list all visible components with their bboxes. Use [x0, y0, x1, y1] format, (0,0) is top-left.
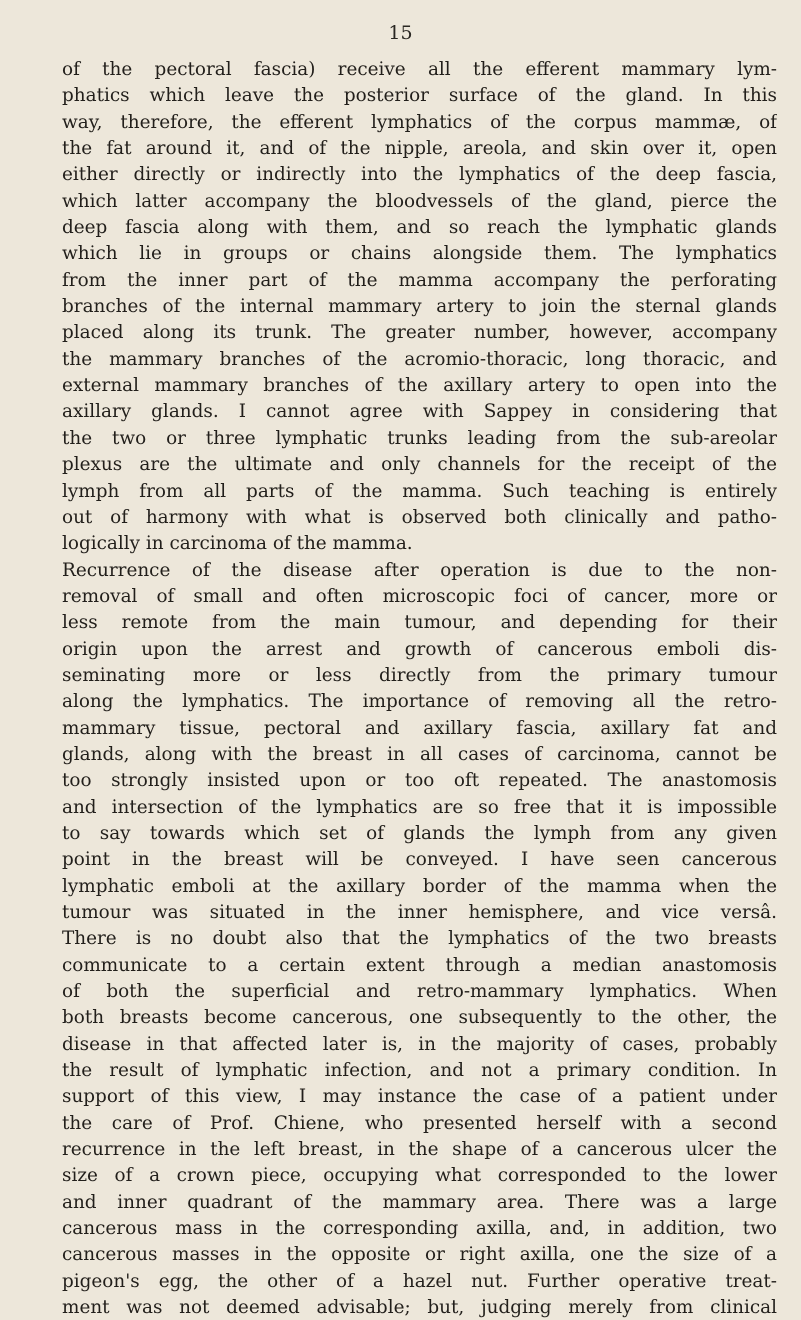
text-line: communicate to a certain extent through a median anastomosis — [62, 954, 777, 976]
text-line: placed along its trunk. The greater number, however, accompany — [62, 322, 777, 344]
text-line: tumour was situated in the inner hemisphere, and vice versâ. — [62, 902, 777, 923]
text-line: way, therefore, the efferent lymphatics of the corpus mammæ, of — [62, 111, 777, 133]
text-line: logically in carcinoma of the mamma. — [62, 533, 413, 555]
text-line: the care of Prof. Chiene, who presented herself with a second — [62, 1112, 777, 1134]
text-line: pigeon's egg, the other of a hazel nut. Further operative treat- — [62, 1270, 777, 1292]
text-line: the fat around it, and of the nipple, areola, and skin over it, open — [62, 138, 777, 160]
text-line: the result of lymphatic infection, and not a primary condition. In — [62, 1060, 777, 1082]
text-line: lymph from all parts of the mamma. Such teaching is entirely — [62, 480, 777, 502]
text-line: to say towards which set of glands the lymph from any given — [62, 822, 777, 844]
text-line: of the pectoral fascia) receive all the efferent mammary lym- — [62, 59, 777, 80]
text-line: the two or three lymphatic trunks leading from the sub-areolar — [62, 427, 777, 449]
text-line: of both the superficial and retro-mammary lymphatics. When — [62, 981, 777, 1003]
text-line: mammary tissue, pectoral and axillary fascia, axillary fat and — [62, 717, 777, 739]
text-line: point in the breast will be conveyed. I have seen cancerous — [62, 849, 777, 871]
text-line: from the inner part of the mamma accompany the perforating — [62, 269, 777, 291]
text-line: seminating more or less directly from the primary tumour — [62, 664, 777, 686]
text-line: support of this view, I may instance the case of a patient under — [62, 1086, 777, 1108]
text-line: size of a crown piece, occupying what corresponded to the lower — [62, 1165, 777, 1187]
text-line: plexus are the ultimate and only channels for the receipt of the — [62, 454, 777, 476]
text-line: phatics which leave the posterior surface of the gland. In this — [62, 85, 777, 107]
text-line: out of harmony with what is observed both clinically and patho- — [62, 506, 777, 528]
text-line: branches of the internal mammary artery to join the sternal glands — [62, 296, 777, 318]
text-line: which lie in groups or chains alongside them. The lymphatics — [62, 243, 777, 265]
text-line: the mammary branches of the acromio-thoracic, long thoracic, and — [62, 348, 777, 370]
text-line: cancerous mass in the corresponding axilla, and, in addition, two — [62, 1218, 777, 1240]
text-line: too strongly insisted upon or too oft repeated. The anastomosis — [62, 770, 777, 792]
text-line: less remote from the main tumour, and depending for their — [62, 612, 777, 634]
text-line: external mammary branches of the axillary artery to open into the — [62, 375, 777, 397]
text-line: disease in that affected later is, in the majority of cases, probably — [62, 1033, 777, 1055]
text-line: axillary glands. I cannot agree with Sappey in considering that — [62, 401, 777, 423]
text-line: recurrence in the left breast, in the shape of a cancerous ulcer the — [62, 1139, 777, 1161]
text-line: cancerous masses in the opposite or right axilla, one the size of a — [62, 1244, 777, 1266]
text-line: and intersection of the lymphatics are so free that it is impossible — [62, 796, 777, 818]
text-line: both breasts become cancerous, one subsequently to the other, the — [62, 1007, 777, 1029]
text-line: removal of small and often microscopic foci of cancer, more or — [62, 585, 777, 607]
body-text — [62, 57, 777, 1320]
page-number: 15 — [388, 22, 413, 44]
text-line: along the lymphatics. The importance of removing all the retro- — [62, 691, 777, 713]
text-line: ment was not deemed advisable; but, judging merely from clinical — [62, 1297, 777, 1319]
text-line: either directly or indirectly into the lymphatics of the deep fascia, — [62, 164, 777, 186]
text-line: There is no doubt also that the lymphatics of the two breasts — [62, 928, 777, 950]
text-line: and inner quadrant of the mammary area. There was a large — [62, 1191, 777, 1213]
text-line: glands, along with the breast in all cases of carcinoma, cannot be — [62, 743, 777, 765]
text-line: lymphatic emboli at the axillary border of the mamma when the — [62, 875, 777, 897]
text-line: origin upon the arrest and growth of cancerous emboli dis- — [62, 638, 777, 660]
text-line: deep fascia along with them, and so reach the lymphatic glands — [62, 217, 777, 239]
text-line: which latter accompany the bloodvessels of the gland, pierce the — [62, 190, 777, 212]
text-line: Recurrence of the disease after operation is due to the non- — [62, 559, 777, 581]
